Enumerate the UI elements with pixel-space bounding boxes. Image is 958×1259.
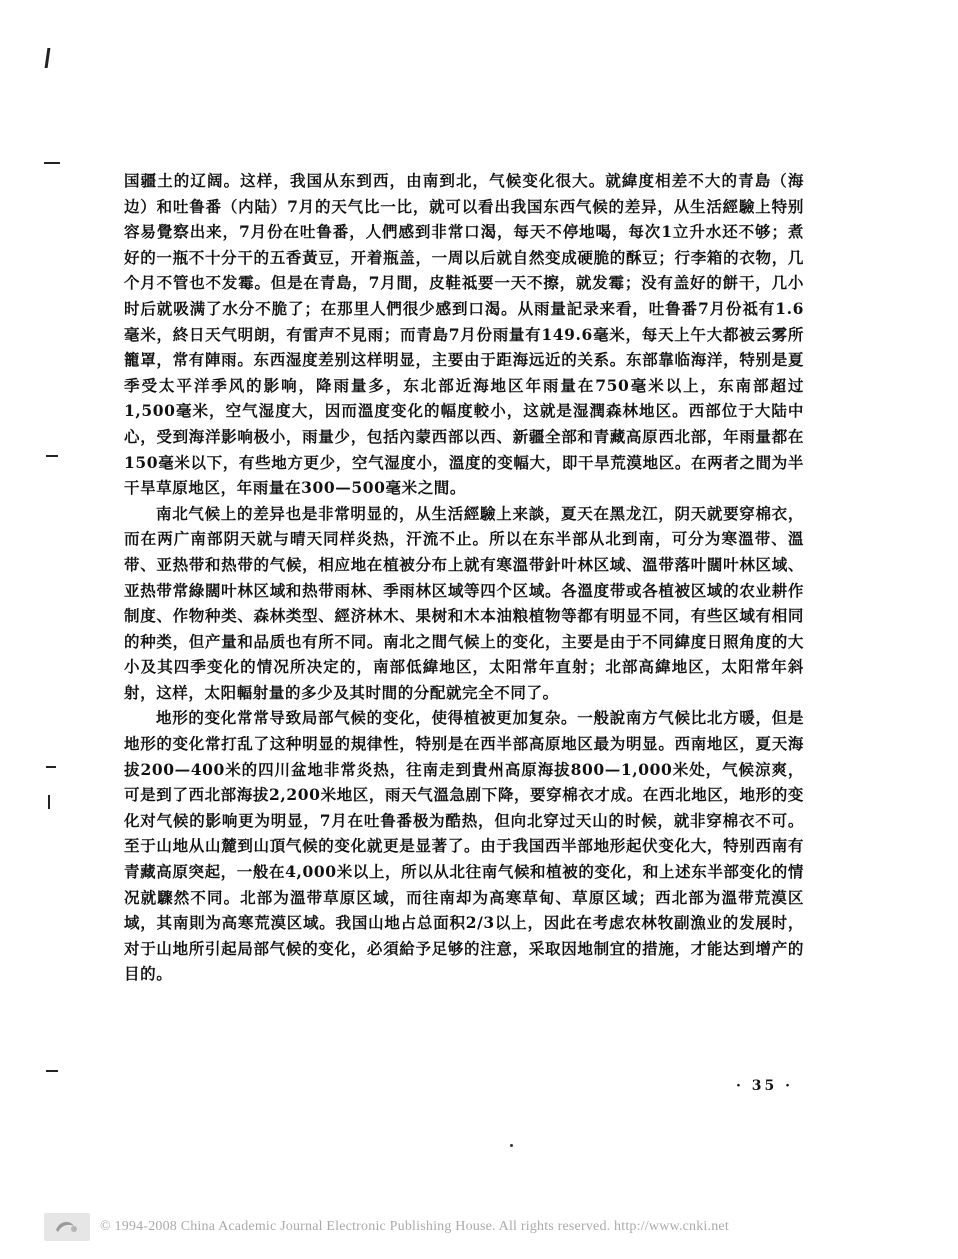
- margin-mark: [45, 48, 51, 68]
- paragraph-3: 地形的变化常常导致局部气候的变化，使得植被更加复杂。一般說南方气候比北方暖，但是地形的变化常打乱了这种明显的規律性，特别是在西半部高原地区最为明显。西南地区，夏天海拔200—400米的四川盆地非常炎热，往南走到貴州高原海拔800—1,000米处，气候涼爽，可是到了西北部海拔2,200米地区，雨天气溫急剧下降，要穿棉衣才成。在西北地区，地形的变化对气候的影响更为明显，7月在吐鲁番极为酷热，但向北穿过天山的时候，就非穿棉衣不可。至于山地从山麓到山頂气候的变化就更是显著了。由于我国西半部地形起伏变化大，特别西南有青藏高原突起，一般在4,000米以上，所以从北往南气候和植被的变化，和上述东半部变化的情况就驟然不同。北部为溫带草原区域，而往南却为高寒草甸、草原区域；西北部为溫带荒漠区域，其南則为高寒荒漠区域。我国山地占总面积2/3以上，因此在考虑农林牧副漁业的发展时，对于山地所引起局部气候的变化，必須給予足够的注意，采取因地制宜的措施，才能达到增产的目的。: [124, 708, 804, 984]
- copyright-notice: © 1994-2008 China Academic Journal Electronic Publishing House. All rights reserved. http://www.cnki.net: [100, 1219, 729, 1234]
- margin-mark: [48, 795, 50, 809]
- margin-mark: [46, 455, 58, 457]
- paragraph-2: 南北气候上的差异也是非常明显的，从生活經驗上来談，夏天在黑龙江，阴天就要穿棉衣，而在两广南部阴天就与晴天同样炎热，汗流不止。所以在东半部从北到南，可分为寒溫带、溫带、亚热带和热带的气候，相应地在植被分布上就有寒溫带針叶林区域、溫带落叶闊叶林区域、亚热带常綠闊叶林区域和热带雨林、季雨林区域等四个区域。各溫度带或各植被区域的农业耕作制度、作物种类、森林类型、經济林木、果树和木本油粮植物等都有明显不同，有些区域有相同的种类，但产量和品质也有所不同。南北之間气候上的变化，主要是由于不同緯度日照角度的大小及其四季变化的情况所决定的，南部低緯地区，太阳常年直射；北部高緯地区，太阳常年斜射，这样，太阳輻射量的多少及其时間的分配就完全不同了。: [124, 503, 804, 702]
- cnki-logo-icon: [44, 1213, 90, 1241]
- margin-mark: [46, 1070, 58, 1072]
- paragraph-1: 国疆土的辽阔。这样，我国从东到西，由南到北，气候变化很大。就緯度相差不大的青島（海边）和吐鲁番（内陆）7月的天气比一比，就可以看出我国东西气候的差异，从生活經驗上特别容易覺察出来，7月份在吐鲁番，人們感到非常口渴，每天不停地喝，每次1立升水还不够；煮好的一瓶不十分干的五香黃豆，开着瓶盖，一周以后就自然变成硬脆的酥豆；行李箱的衣物，几个月不管也不发霉。但是在青島，7月間，皮鞋祗要一天不擦，就发霉；没有盖好的餅干，几小时后就吸满了水分不脆了；在那里人們很少感到口渴。从雨量記录来看，吐鲁番7月份祗有1.6毫米，終日天气明朗，有雷声不見雨；而青島7月份雨量有149.6毫米，每天上午大都被云雾所籠罩，常有陣雨。东西湿度差别这样明显，主要由于距海远近的关系。东部靠临海洋，特别是夏季受太平洋季风的影响，降雨量多，东北部近海地区年雨量在750毫米以上，东南部超过1,500毫米，空气湿度大，因而溫度变化的幅度較小，这就是湿潤森林地区。西部位于大陆中心，受到海洋影响极小，雨量少，包括內蒙西部以西、新疆全部和青藏高原西北部，年雨量都在150毫米以下，有些地方更少，空气湿度小，溫度的变幅大，即干旱荒漠地区。在两者之間为半干旱草原地区，年雨量在300—500毫米之間。: [124, 171, 804, 498]
- margin-mark: [44, 162, 60, 164]
- page-number: · 35 ·: [736, 1078, 793, 1094]
- article-body: [124, 168, 804, 987]
- margin-mark: [46, 766, 56, 768]
- scan-dot: [510, 1144, 513, 1147]
- footer: [44, 1212, 924, 1242]
